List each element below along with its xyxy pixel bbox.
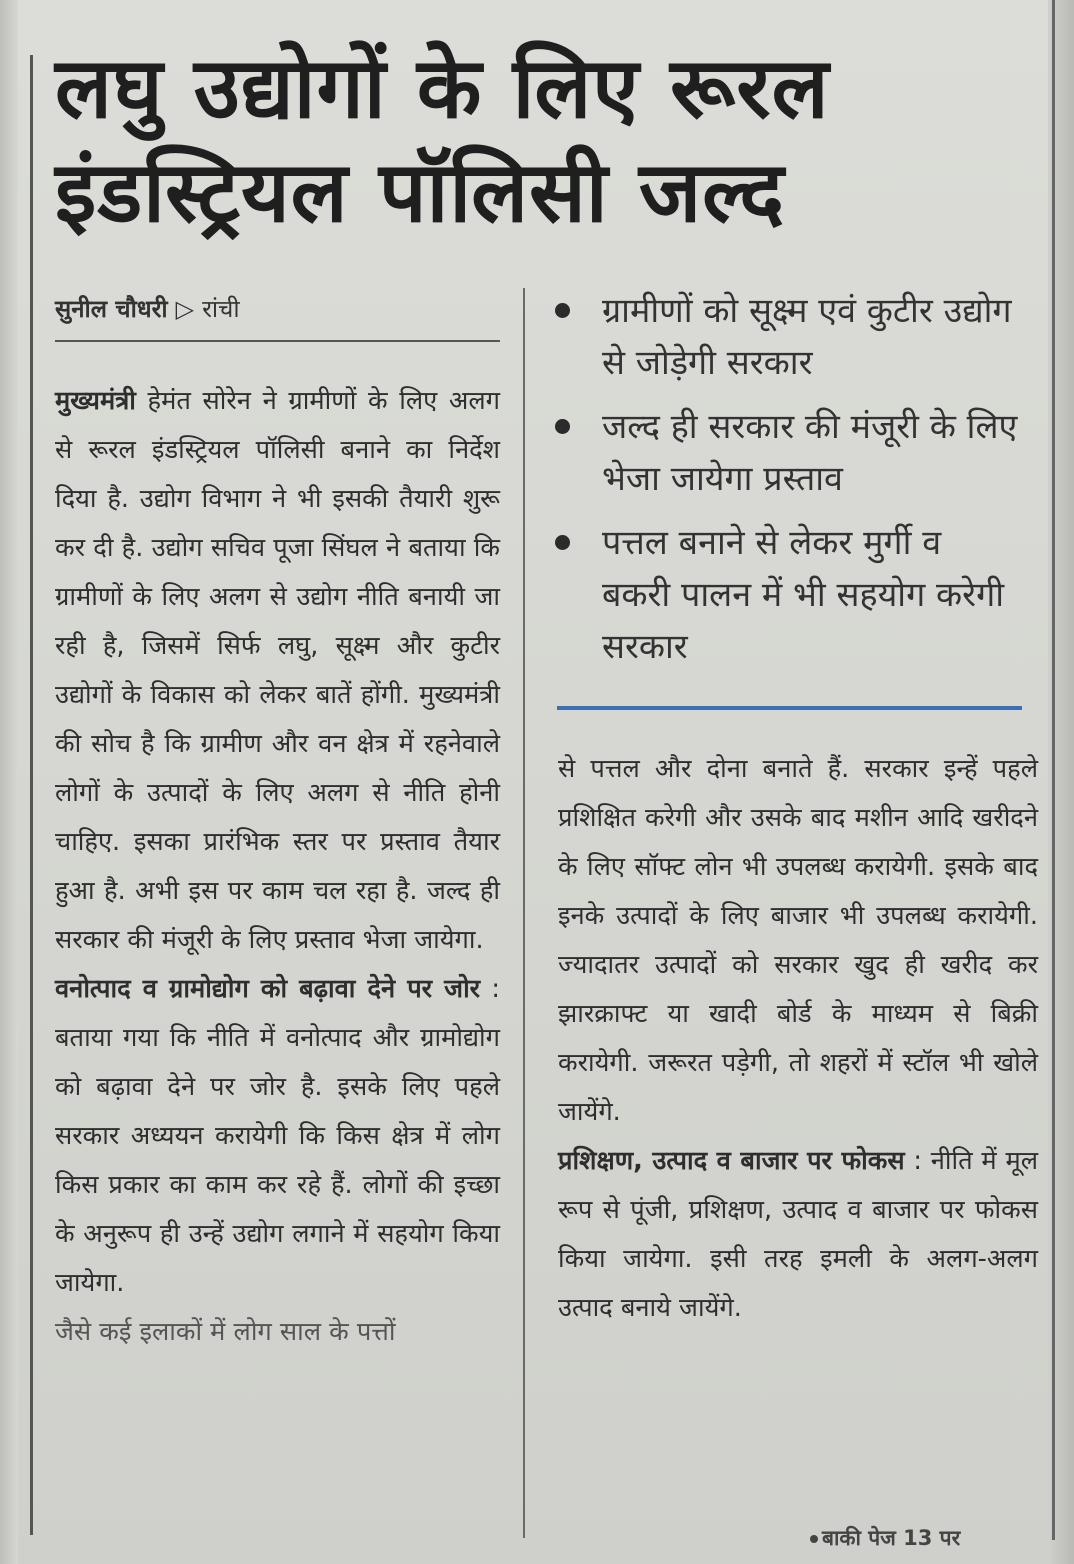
- highlights-blue-rule: [557, 706, 1022, 710]
- bullet-icon: [555, 303, 570, 318]
- page-left-edge: [0, 0, 18, 1564]
- bullet-icon: [555, 419, 570, 434]
- byline-author: सुनील चौधरी: [55, 295, 168, 323]
- bullet-icon: [555, 535, 570, 550]
- left-paragraph-1-text: हेमंत सोरेन ने ग्रामीणों के लिए अलग से रूरल इंडस्ट्रियल पॉलिसी बनाने का निर्देश दिया है. उद्योग विभाग ने भी इसकी तैयारी शुरू कर दी है. उद्योग सचिव पूजा सिंघल ने बताया कि ग्रामीणों के लिए अलग से उद्योग नीति बनायी जा रही है, जिसमें सिर्फ लघु, सूक्ष्म और कुटीर उद्योगों के विकास को लेकर बातें होंगी. मुख्यमंत्री की सोच है कि ग्रामीण और वन क्षेत्र में रहनेवाले लोगों के उत्पादों के लिए अलग से नीति होनी चाहिए. इसका प्रारंभिक स्तर पर प्रस्ताव तैयार हुआ है. अभी इस पर काम चल रहा है. जल्द ही सरकार की मंजूरी के लिए प्रस्ताव भेजा जायेगा.: [55, 386, 500, 955]
- right-paragraph-1: से पत्तल और दोना बनाते हैं. सरकार इन्हें पहले प्रशिक्षित करेगी और उसके बाद मशीन आदि खरीदने के लिए सॉफ्ट लोन भी उपलब्ध करायेगी. इसके बाद इनके उत्पादों के लिए बाजार भी उपलब्ध करायेगी. ज्यादातर उत्पादों को सरकार खुद ही खरीद कर झारक्राफ्ट या खादी बोर्ड के माध्यम से बिक्री करायेगी. जरूरत पड़ेगी, तो शहरों में स्टॉल भी खोले जायेंगे.: [558, 754, 1038, 1127]
- right-paragraph-2: [558, 1137, 1038, 1333]
- left-paragraph-2: [55, 965, 500, 1308]
- highlights-list: [550, 285, 1020, 685]
- byline-place: रांची: [202, 295, 240, 323]
- highlight-text: जल्द ही सरकार की मंजूरी के लिए भेजा जायेगा प्रस्ताव: [602, 407, 1018, 499]
- left-paragraph-2-text: : बताया गया कि नीति में वनोत्पाद और ग्रामोद्योग को बढ़ावा देने पर जोर है. इसके लिए पहले सरकार अध्ययन करायेगी कि किस क्षेत्र में लोग किस प्रकार का काम कर रहे हैं. लोगों की इच्छा के अनुरूप ही उन्हें उद्योग लगाने में सहयोग किया जायेगा.: [55, 974, 500, 1298]
- byline: [55, 292, 240, 325]
- left-paragraph-cut: जैसे कई इलाकों में लोग साल के पत्तों: [55, 1317, 396, 1347]
- highlight-item: [550, 401, 1020, 505]
- continued-on-page: [810, 1524, 960, 1552]
- highlight-item: [550, 285, 1020, 389]
- right-paragraph-2-text: : नीति में मूल रूप से पूंजी, प्रशिक्षण, उत्पाद व बाजार पर फोकस किया जायेगा. इसी तरह इमली के अलग-अलग उत्पाद बनाये जायेंगे.: [558, 1146, 1038, 1323]
- right-subhead: प्रशिक्षण, उत्पाद व बाजार पर फोकस: [558, 1146, 905, 1176]
- lead-word: मुख्यमंत्री: [55, 386, 136, 416]
- jump-bullet-icon: [810, 1535, 818, 1543]
- right-border-rule: [1052, 0, 1055, 1540]
- left-border-rule: [30, 55, 33, 1535]
- highlight-text: ग्रामीणों को सूक्ष्म एवं कुटीर उद्योग से जोड़ेगी सरकार: [602, 291, 1012, 383]
- byline-rule: [55, 340, 500, 342]
- left-subhead: वनोत्पाद व ग्रामोद्योग को बढ़ावा देने पर जोर: [55, 974, 481, 1004]
- left-paragraph-1: [55, 377, 500, 965]
- byline-separator-icon: ▷: [175, 295, 195, 323]
- headline-line-1: लघु उद्योगों के लिए रूरल: [55, 39, 830, 137]
- column-divider: [523, 288, 525, 1538]
- highlight-text: पत्तल बनाने से लेकर मुर्गी व बकरी पालन में भी सहयोग करेगी सरकार: [602, 523, 1005, 667]
- headline-line-2: इंडस्ट्रियल पॉलिसी जल्द: [55, 143, 785, 241]
- right-column: [558, 745, 1038, 1333]
- left-column: [55, 377, 500, 1357]
- continued-text: बाकी पेज 13 पर: [822, 1526, 961, 1550]
- highlight-item: [550, 517, 1020, 673]
